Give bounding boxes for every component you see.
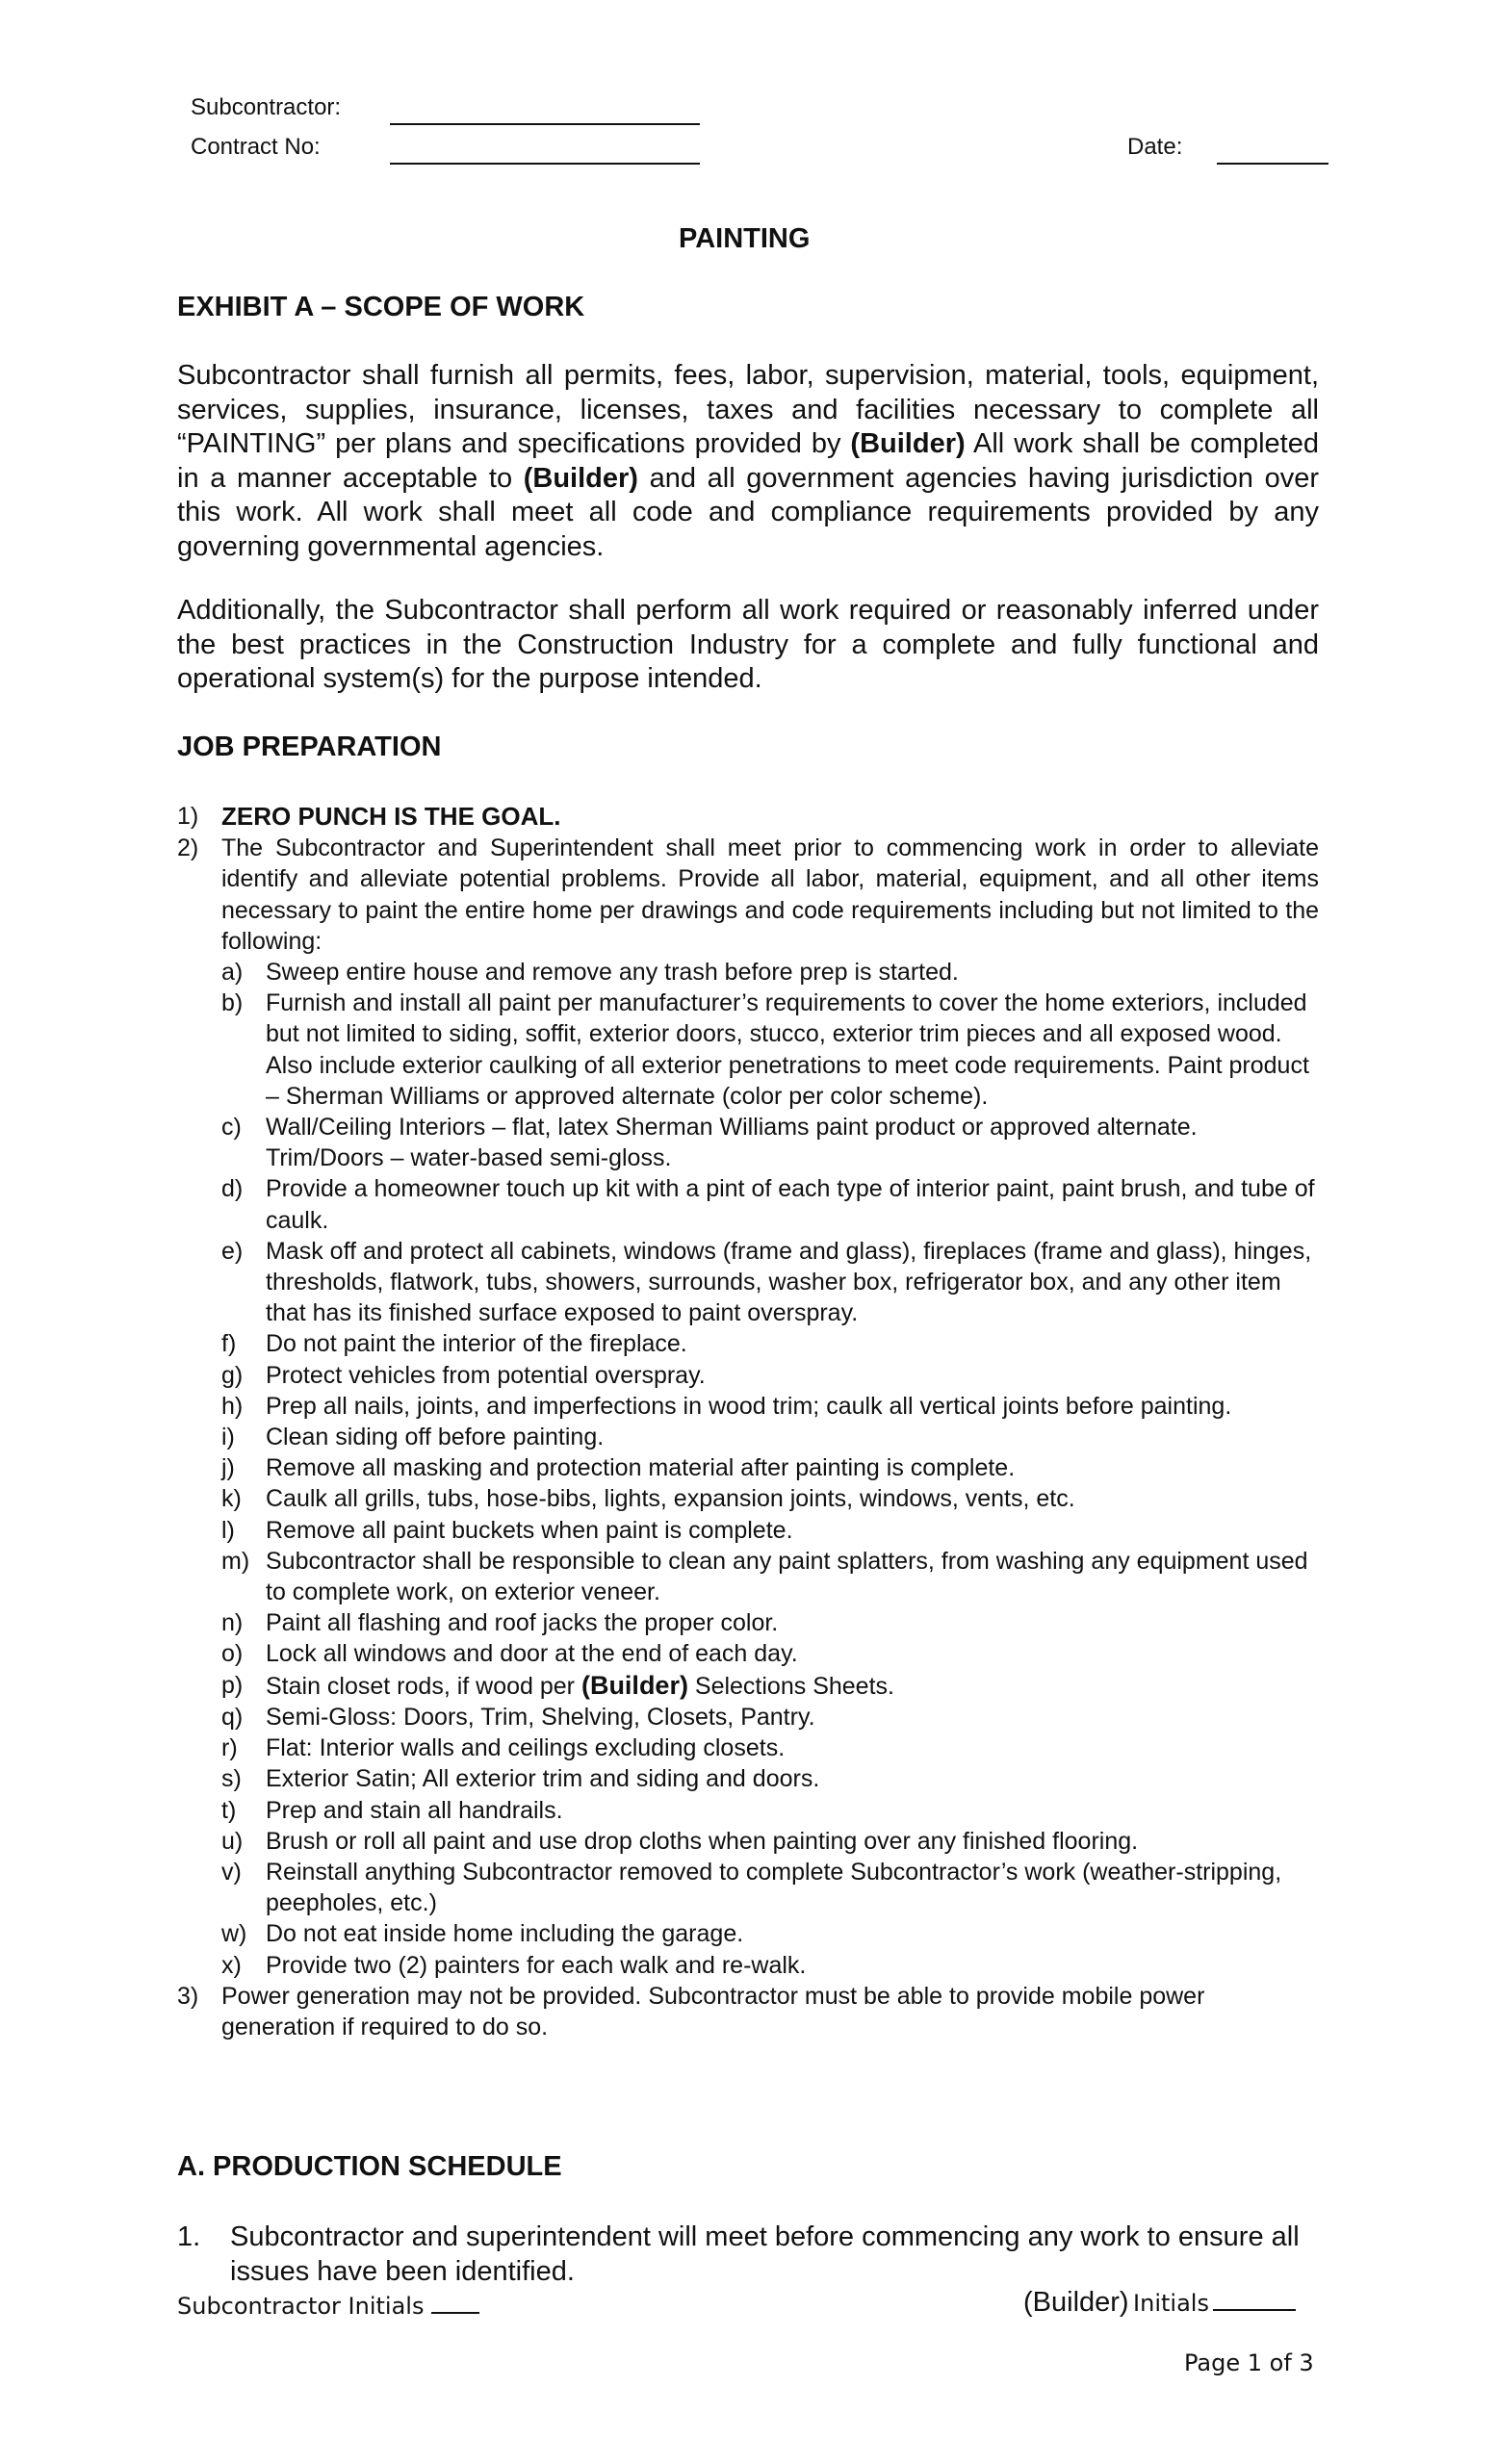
subcontractor-field[interactable] xyxy=(390,123,700,125)
builder-initials: (Builder) Initials xyxy=(1023,2287,1296,2319)
list-item: w) Do not eat inside home including the garage. xyxy=(221,1920,744,1948)
list-item: n) Paint all flashing and roof jacks the proper color. xyxy=(221,1609,779,1637)
subcontractor-label: Subcontractor: xyxy=(191,94,342,120)
list-item: 1. Subcontractor and superintendent will meet before commencing any work to ensure all issues have been identified. xyxy=(177,2221,1300,2287)
list-item: p) Stain closet rods, if wood per (Builder) Selections Sheets. xyxy=(221,1670,894,1700)
list-item: c) Wall/Ceiling Interiors – flat, latex Sherman Williams paint product or approved alternate. Trim/Doors – water-based semi-gloss. xyxy=(221,1114,1198,1172)
list-item: u) Brush or roll all paint and use drop cloths when painting over any finished flooring. xyxy=(221,1827,1139,1855)
list-item: t) Prep and stain all handrails. xyxy=(221,1796,563,1824)
list-item: x) Provide two (2) painters for each walk and re-walk. xyxy=(221,1951,807,1979)
page-title: PAINTING xyxy=(679,223,811,254)
list-item: 1) ZERO PUNCH IS THE GOAL. xyxy=(177,802,561,831)
contract-no-field[interactable] xyxy=(390,163,700,165)
builder-placeholder: (Builder) xyxy=(850,428,966,459)
list-item: q) Semi-Gloss: Doors, Trim, Shelving, Closets, Pantry. xyxy=(221,1703,815,1731)
list-item: f) Do not paint the interior of the fireplace. xyxy=(221,1330,687,1358)
job-preparation-list xyxy=(177,801,1319,2042)
list-item: s) Exterior Satin; All exterior trim and siding and doors. xyxy=(221,1765,820,1793)
intro-paragraph-2: Additionally, the Subcontractor shall perform all work required or reasonably inferred under the best practices in the Construction Industry for a complete and fully functional and operational system(s) for the purpose intended. xyxy=(177,595,1319,694)
page-number: Page 1 of 3 xyxy=(1184,2349,1314,2376)
list-item: i) Clean siding off before painting. xyxy=(221,1424,605,1451)
list-item: d) Provide a homeowner touch up kit with a pint of each type of interior paint, paint brush, and tube of caulk. xyxy=(221,1175,1315,1234)
list-item: k) Caulk all grills, tubs, hose-bibs, lights, expansion joints, windows, vents, etc. xyxy=(221,1485,1075,1513)
intro-paragraph-1: Subcontractor shall furnish all permits, fees, labor, supervision, material, tools, equipment, services, supplies, insurance, licenses, taxes and facilities necessary to complete all “PAINTING” per plans and specifications provided by (Builder) All work shall be completed in a manner acceptable to (Builder) and all government agencies having jurisdiction over this work. All work shall meet all code and compliance requirements provided by any governing governmental agencies. xyxy=(177,360,1319,562)
builder-placeholder: (Builder) xyxy=(580,1670,688,1700)
list-item: g) Protect vehicles from potential overspray. xyxy=(221,1361,706,1389)
list-item: h) Prep all nails, joints, and imperfections in wood trim; caulk all vertical joints before painting. xyxy=(221,1392,1232,1420)
list-item: l) Remove all paint buckets when paint is complete. xyxy=(221,1516,793,1544)
production-schedule-heading: A. PRODUCTION SCHEDULE xyxy=(177,2151,562,2182)
sub-list xyxy=(177,957,1319,1670)
builder-initials-field[interactable] xyxy=(1213,2292,1296,2311)
list-item: v) Reinstall anything Subcontractor removed to complete Subcontractor’s work (weather-stripping, peepholes, etc.) xyxy=(221,1858,1282,1917)
subcontractor-initials: Subcontractor Initials xyxy=(177,2293,479,2320)
date-field[interactable] xyxy=(1217,163,1328,165)
contract-no-label: Contract No: xyxy=(191,134,321,160)
builder-placeholder: (Builder) xyxy=(523,462,638,494)
sub-list xyxy=(177,1702,1319,1981)
list-item: j) Remove all masking and protection material after painting is complete. xyxy=(221,1454,1016,1482)
subcontractor-initials-field[interactable] xyxy=(431,2295,479,2314)
list-item: b) Furnish and install all paint per manufacturer’s requirements to cover the home exteriors, included but not limited to siding, soffit, exterior doors, stucco, exterior trim pieces and all exposed wood. Also include exterior caulking of all exterior penetrations to meet code requirements. Paint product – Sherman Williams or approved alternate (color per color scheme). xyxy=(221,989,1309,1110)
list-item: e) Mask off and protect all cabinets, windows (frame and glass), fireplaces (frame and glass), hinges, thresholds, flatwork, tubs, showers, surrounds, washer box, refrigerator box, and any other item that has its finished surface exposed to paint overspray. xyxy=(221,1237,1312,1327)
list-item: o) Lock all windows and door at the end of each day. xyxy=(221,1640,798,1668)
date-label: Date: xyxy=(1127,134,1183,160)
list-item: r) Flat: Interior walls and ceilings excluding closets. xyxy=(221,1734,786,1762)
list-item: m) Subcontractor shall be responsible to clean any paint splatters, from washing any equipment used to complete work, on exterior veneer. xyxy=(221,1547,1308,1606)
list-item: a) Sweep entire house and remove any trash before prep is started. xyxy=(221,959,959,987)
list-item: 3) Power generation may not be provided. Subcontractor must be able to provide mobile power generation if required to do so. xyxy=(177,1982,1205,2040)
exhibit-heading: EXHIBIT A – SCOPE OF WORK xyxy=(177,292,585,322)
list-item: 2) The Subcontractor and Superintendent shall meet prior to commencing work in order to alleviate identify and alleviate potential problems. Provide all labor, material, equipment, and all other items necessary to paint the entire home per drawings and code requirements including but not limited to the following: xyxy=(177,834,1319,955)
job-preparation-heading: JOB PREPARATION xyxy=(177,732,442,762)
